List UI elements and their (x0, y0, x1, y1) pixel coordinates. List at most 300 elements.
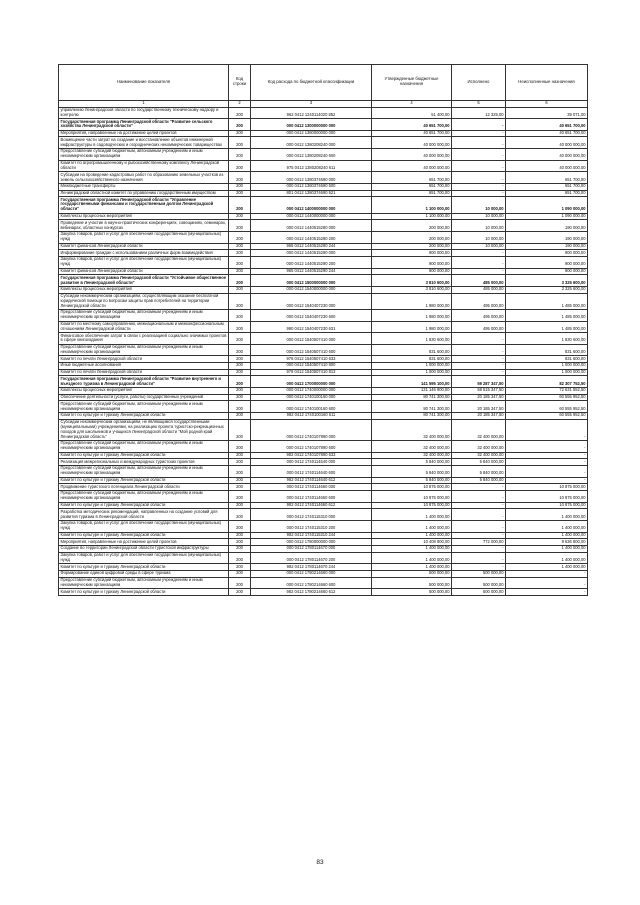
cell-approved: 32 400 000,00 (372, 441, 452, 453)
cell-unexecuted: 9 636 800,00 (506, 539, 588, 546)
cell-approved: 3 810 600,00 (372, 286, 452, 293)
cell-executed: 59 287 347,50 (452, 376, 506, 388)
cell-classification-code: 000 0412 1780000000 000 (251, 539, 372, 546)
cell-executed: - (452, 190, 506, 197)
cell-classification-code: 000 0412 1740100160 600 (251, 401, 372, 413)
cell-executed: - (452, 130, 506, 137)
cell-unexecuted: - (506, 419, 588, 440)
cell-classification-code: 000 0412 1780114670 000 (251, 545, 372, 552)
cell-approved: 40 000 000,00 (372, 160, 452, 172)
cell-line-code: 200 (229, 107, 251, 119)
cell-classification-code: 000 0412 1440515290 000 (251, 250, 372, 257)
cell-name: Предоставление субсидий бюджетным, автономным учреждениям и иным некоммерческим организациям (59, 466, 229, 478)
cell-name: управлению Ленинградской области по государственному техническому надзору и контролю (59, 107, 229, 119)
cell-executed: 10 000,00 (452, 243, 506, 250)
cell-name: Финансовое обеспечение затрат в связи с реализацией социально значимых проектов в сфере книгоиздания (59, 333, 229, 345)
cell-classification-code: 000 0412 1440515280 000 (251, 220, 372, 232)
budget-table (58, 64, 588, 596)
cell-classification-code: 000 0412 1380208240 600 (251, 149, 372, 161)
cell-classification-code: 000 0412 1740115310 200 (251, 520, 372, 532)
table-row (59, 388, 588, 395)
cell-executed: 32 400 000,00 (452, 452, 506, 459)
cell-name: Возмещение части затрат на создание и восстановление объектов инженерной инфраструктуры в садоводческих и огороднических некоммерческих товариществах (59, 137, 229, 149)
column-number-row (59, 100, 588, 107)
cell-executed: 32 400 000,00 (452, 419, 506, 440)
cell-name: Ленинградский областной комитет по управлению государственным имуществом (59, 190, 229, 197)
cell-unexecuted: 1 000 000,00 (506, 363, 588, 370)
cell-executed: - (452, 532, 506, 539)
table-row (59, 589, 588, 596)
cell-name: Обеспечение деятельности (услуги, работы) государственных учреждений (59, 394, 229, 401)
cell-classification-code: 982 0412 1740114640 612 (251, 477, 372, 484)
table-row (59, 268, 588, 275)
cell-approved: 3 810 600,00 (372, 275, 452, 287)
cell-line-code: 200 (229, 441, 251, 453)
cell-classification-code: 000 0412 1540507410 800 (251, 363, 372, 370)
cell-executed: 10 000,00 (452, 220, 506, 232)
cell-unexecuted: 1 000 000,00 (506, 369, 588, 376)
cell-line-code: 200 (229, 220, 251, 232)
cell-unexecuted: 10 875 000,00 (506, 484, 588, 491)
table-row (59, 441, 588, 453)
cell-line-code: 200 (229, 137, 251, 149)
cell-executed: - (452, 356, 506, 363)
cell-approved: 32 400 000,00 (372, 419, 452, 440)
cell-unexecuted: 1 400 000,00 (506, 552, 588, 564)
cell-executed: 12 329,00 (452, 107, 506, 119)
table-row (59, 401, 588, 413)
cell-name: Комитет по культуре и туризму Ленинградской области (59, 502, 229, 509)
column-number: 6 (506, 100, 588, 107)
cell-classification-code: 990 0412 1540407230 631 (251, 321, 372, 333)
cell-name: Государственная программа Ленинградской области "Развитие сельского хозяйства Ленинградской области" (59, 119, 229, 131)
cell-approved: 200 000,00 (372, 231, 452, 243)
cell-executed: 500 000,00 (452, 589, 506, 596)
table-row (59, 502, 588, 509)
cell-classification-code: 000 0412 1700000000 000 (251, 376, 372, 388)
cell-approved: 51 400,00 (372, 107, 452, 119)
table-row (59, 293, 588, 310)
cell-unexecuted: 10 875 000,00 (506, 491, 588, 503)
table-row (59, 333, 588, 345)
cell-executed: - (452, 369, 506, 376)
cell-executed: - (452, 119, 506, 131)
cell-name: Предоставление субсидий бюджетным, автономным учреждениям и иным некоммерческим организациям (59, 401, 229, 413)
cell-name: Комитет по культуре и туризму Ленинградской области (59, 589, 229, 596)
cell-approved: 1 000 000,00 (372, 369, 452, 376)
cell-classification-code: 978 0412 1540507410 813 (251, 369, 372, 376)
cell-approved: 80 741 300,00 (372, 413, 452, 420)
cell-line-code: 200 (229, 333, 251, 345)
cell-executed: - (452, 552, 506, 564)
cell-line-code: 200 (229, 459, 251, 466)
cell-unexecuted: - (506, 441, 588, 453)
cell-name: Межбюджетные трансферты (59, 183, 229, 190)
cell-approved: 5 840 000,00 (372, 466, 452, 478)
cell-classification-code: 000 0412 1740114660 600 (251, 491, 372, 503)
column-number: 5 (452, 100, 506, 107)
table-row (59, 197, 588, 214)
cell-name: Закупка товаров, работ и услуг для обеспечения государственных (муниципальных) нужд (59, 520, 229, 532)
cell-classification-code: 965 0412 1440515280 244 (251, 243, 372, 250)
table-row (59, 149, 588, 161)
cell-approved: 651 700,00 (372, 190, 452, 197)
cell-unexecuted: 40 000 000,00 (506, 137, 588, 149)
cell-unexecuted: - (506, 570, 588, 577)
cell-classification-code: 975 0412 1380208240 611 (251, 160, 372, 172)
cell-name: Разработка методических рекомендаций, направленных на создание условий для развития туризма в Ленинградской области (59, 509, 229, 521)
cell-line-code: 200 (229, 552, 251, 564)
table-row (59, 130, 588, 137)
cell-executed: - (452, 502, 506, 509)
cell-line-code: 200 (229, 502, 251, 509)
header-unexecuted: Неисполненные назначения (506, 65, 588, 101)
table-row (59, 107, 588, 119)
page-number: 83 (316, 859, 324, 866)
table-row (59, 321, 588, 333)
cell-name: Субсидии некоммерческим организациям, не являющимся государственными (муниципальными) учреждениями, на реализацию проекта туристско-рекреационных походов для школьников и учащихся Ленинградской области "Мой родной край Ленинградская область" (59, 419, 229, 440)
cell-executed: 5 840 000,00 (452, 466, 506, 478)
cell-name: Комитет по печати Ленинградской области (59, 369, 229, 376)
table-row (59, 231, 588, 243)
table-row (59, 564, 588, 571)
cell-name: Предоставление субсидий бюджетным, автономным учреждениям и иным некоммерческим организациям (59, 441, 229, 453)
table-row (59, 419, 588, 440)
cell-unexecuted: 3 325 600,00 (506, 275, 588, 287)
cell-line-code: 200 (229, 466, 251, 478)
table-body (59, 107, 588, 595)
cell-classification-code: 000 0412 1780114670 200 (251, 552, 372, 564)
cell-approved: 1 400 000,00 (372, 545, 452, 552)
cell-line-code: 200 (229, 293, 251, 310)
header-executed: Исполнено (452, 65, 506, 101)
cell-name: Мероприятия, направленные на достижение целей проектов (59, 539, 229, 546)
table-row (59, 356, 588, 363)
cell-approved: 40 651 700,00 (372, 119, 452, 131)
table-row (59, 183, 588, 190)
cell-unexecuted: 40 651 700,00 (506, 130, 588, 137)
cell-line-code: 200 (229, 539, 251, 546)
table-row (59, 243, 588, 250)
cell-approved: 80 741 300,00 (372, 394, 452, 401)
cell-unexecuted: 1 400 000,00 (506, 532, 588, 539)
cell-approved: 500 000,00 (372, 577, 452, 589)
cell-classification-code: 000 0412 1380374690 000 (251, 172, 372, 184)
cell-classification-code: 000 0412 1740114660 000 (251, 484, 372, 491)
cell-executed: 495 000,00 (452, 293, 506, 310)
cell-unexecuted: - (506, 459, 588, 466)
cell-line-code: 200 (229, 250, 251, 257)
table-row (59, 137, 588, 149)
cell-executed: 500 000,00 (452, 570, 506, 577)
cell-classification-code: 000 0412 1400000000 000 (251, 197, 372, 214)
table-row (59, 119, 588, 131)
cell-line-code: 200 (229, 356, 251, 363)
cell-executed: 5 840 000,00 (452, 459, 506, 466)
cell-classification-code: 000 0412 1500000000 000 (251, 275, 372, 287)
table-row (59, 256, 588, 268)
budget-table-container (58, 64, 587, 596)
cell-line-code: 200 (229, 256, 251, 268)
cell-name: Предоставление субсидий бюджетным, автономным учреждениям и иным некоммерческим организациям (59, 577, 229, 589)
cell-name: Продвижение туристского потенциала Ленинградской области (59, 484, 229, 491)
cell-name: Государственная программа Ленинградской области "Развитие внутреннего и въездного туризма в Ленинградской области" (59, 376, 229, 388)
cell-approved: 1 830 600,00 (372, 333, 452, 345)
cell-approved: 141 595 100,00 (372, 376, 452, 388)
cell-name: Комитет по печати Ленинградской области (59, 356, 229, 363)
cell-name: Комитет финансов Ленинградской области (59, 243, 229, 250)
cell-unexecuted: 1 400 000,00 (506, 509, 588, 521)
cell-classification-code: 000 0412 1740000000 000 (251, 388, 372, 395)
cell-name: Субсидии некоммерческим организациям, осуществляющим оказание бесплатной юридической помощи по вопросам защиты прав потребителей на территории Ленинградской области (59, 293, 229, 310)
cell-classification-code: 000 0412 1780214660 000 (251, 570, 372, 577)
cell-unexecuted: - (506, 577, 588, 589)
cell-executed: - (452, 484, 506, 491)
cell-executed: 32 400 000,00 (452, 441, 506, 453)
header-approved: Утвержденные бюджетные назначения (372, 65, 452, 101)
cell-name: Субсидии на проведение кадастровых работ по образованию земельных участков из земель сельскохозяйственного назначения (59, 172, 229, 184)
cell-unexecuted: 1 485 000,00 (506, 321, 588, 333)
table-row (59, 466, 588, 478)
cell-approved: 900 000,00 (372, 256, 452, 268)
cell-approved: 131 146 900,00 (372, 388, 452, 395)
cell-line-code: 200 (229, 413, 251, 420)
cell-executed: - (452, 333, 506, 345)
cell-classification-code: 000 0412 1540507410 000 (251, 333, 372, 345)
cell-name: Комитет финансов Ленинградской области (59, 268, 229, 275)
cell-classification-code: 000 0412 1740115310 000 (251, 509, 372, 521)
cell-approved: 40 651 700,00 (372, 130, 452, 137)
cell-name: Комплексы процессных мероприятий (59, 286, 229, 293)
cell-line-code: 200 (229, 160, 251, 172)
table-row (59, 532, 588, 539)
cell-unexecuted: - (506, 452, 588, 459)
cell-line-code: 200 (229, 589, 251, 596)
cell-approved: 5 840 000,00 (372, 459, 452, 466)
header-classification-code: Код расхода по бюджетной классификации (251, 65, 372, 101)
cell-unexecuted: 190 000,00 (506, 243, 588, 250)
cell-name: Комитет по культуре и туризму Ленинградской области (59, 477, 229, 484)
header-line-code: Код строки (229, 65, 251, 101)
cell-name: Закупка товаров, работ и услуг для обеспечения государственных (муниципальных) нужд (59, 231, 229, 243)
cell-approved: 651 700,00 (372, 183, 452, 190)
cell-classification-code: 000 0412 1740114640 000 (251, 459, 372, 466)
cell-executed: 485 000,00 (452, 286, 506, 293)
cell-classification-code: 000 0412 1540507410 600 (251, 344, 372, 356)
cell-line-code: 200 (229, 275, 251, 287)
cell-approved: 1 100 000,00 (372, 197, 452, 214)
table-row (59, 545, 588, 552)
cell-line-code: 200 (229, 564, 251, 571)
table-row (59, 552, 588, 564)
cell-approved: 1 400 000,00 (372, 520, 452, 532)
cell-approved: 1 980 000,00 (372, 321, 452, 333)
cell-name: Государственная программа Ленинградской области "Управление государственными финансами и государственным долгом Ленинградской области" (59, 197, 229, 214)
cell-unexecuted: - (506, 589, 588, 596)
cell-line-code: 200 (229, 310, 251, 322)
table-row (59, 520, 588, 532)
cell-unexecuted: 1 090 000,00 (506, 197, 588, 214)
cell-name: Государственная программа Ленинградской области "Устойчивое общественное развитие в Ленинградской области" (59, 275, 229, 287)
cell-name: Реализация межрегиональных и международных туристских проектов (59, 459, 229, 466)
cell-classification-code: 000 0412 1300000000 000 (251, 119, 372, 131)
cell-executed: 10 000,00 (452, 197, 506, 214)
cell-classification-code: 962 0412 1240114020 852 (251, 107, 372, 119)
cell-line-code: 200 (229, 286, 251, 293)
cell-name: Предоставление субсидий бюджетным, автономным учреждениям и иным некоммерческим организациям (59, 310, 229, 322)
cell-line-code: 200 (229, 388, 251, 395)
cell-line-code: 200 (229, 130, 251, 137)
cell-line-code: 200 (229, 570, 251, 577)
cell-classification-code: 000 0412 1380374690 500 (251, 183, 372, 190)
cell-line-code: 200 (229, 532, 251, 539)
cell-approved: 1 400 000,00 (372, 509, 452, 521)
table-row (59, 459, 588, 466)
cell-unexecuted: 1 485 000,00 (506, 293, 588, 310)
cell-line-code: 200 (229, 401, 251, 413)
table-row (59, 413, 588, 420)
cell-approved: 500 000,00 (372, 570, 452, 577)
cell-line-code: 200 (229, 419, 251, 440)
cell-line-code: 200 (229, 183, 251, 190)
cell-classification-code: 982 0412 1780114670 244 (251, 564, 372, 571)
cell-executed: - (452, 137, 506, 149)
cell-unexecuted: 900 000,00 (506, 256, 588, 268)
cell-approved: 32 400 000,00 (372, 452, 452, 459)
cell-name: Формирование единой цифровой среды в сфере туризма (59, 570, 229, 577)
cell-executed: - (452, 545, 506, 552)
cell-unexecuted: 831 600,00 (506, 344, 588, 356)
table-row (59, 570, 588, 577)
cell-classification-code: 000 0412 1380208240 000 (251, 137, 372, 149)
cell-line-code: 200 (229, 509, 251, 521)
cell-classification-code: 965 0412 1440515290 244 (251, 268, 372, 275)
table-row (59, 275, 588, 287)
cell-executed: 495 000,00 (452, 310, 506, 322)
cell-approved: 200 000,00 (372, 243, 452, 250)
cell-unexecuted: 60 555 952,50 (506, 413, 588, 420)
table-row (59, 213, 588, 220)
cell-unexecuted: 651 700,00 (506, 172, 588, 184)
cell-line-code: 200 (229, 369, 251, 376)
cell-name: Проведение и участие в научно-практических конференциях, совещаниях, семинарах, вебинарах, областных конкурсах (59, 220, 229, 232)
column-number: 3 (251, 100, 372, 107)
cell-approved: 40 000 000,00 (372, 137, 452, 149)
cell-line-code: 200 (229, 577, 251, 589)
table-row (59, 394, 588, 401)
cell-name: Мероприятия, направленные на достижение целей проектов (59, 130, 229, 137)
cell-executed: 5 840 000,00 (452, 477, 506, 484)
cell-unexecuted: 1 485 000,00 (506, 310, 588, 322)
cell-name: Создание во территории Ленинградской области туристской инфраструктуры (59, 545, 229, 552)
cell-approved: 831 600,00 (372, 344, 452, 356)
cell-line-code: 200 (229, 149, 251, 161)
cell-unexecuted: 72 631 552,50 (506, 388, 588, 395)
cell-classification-code: 982 0412 1740107890 633 (251, 452, 372, 459)
table-row (59, 477, 588, 484)
table-row (59, 286, 588, 293)
cell-executed: - (452, 509, 506, 521)
table-row (59, 577, 588, 589)
cell-classification-code: 982 0412 1740114660 612 (251, 502, 372, 509)
cell-classification-code: 000 0412 1780214660 600 (251, 577, 372, 589)
cell-name: Комитет по культуре и туризму Ленинградской области (59, 532, 229, 539)
cell-name: Предоставление субсидий бюджетным, автономным учреждениям и иным некоммерческим организациям (59, 491, 229, 503)
cell-line-code: 200 (229, 452, 251, 459)
cell-name: Предоставление субсидий бюджетным, автономным учреждениям и иным некоммерческим организациям (59, 344, 229, 356)
cell-approved: 10 875 000,00 (372, 502, 452, 509)
table-row (59, 220, 588, 232)
column-number: 4 (372, 100, 452, 107)
cell-classification-code: 000 0412 1540407230 600 (251, 310, 372, 322)
cell-approved: 5 840 000,00 (372, 477, 452, 484)
cell-name: Информирование граждан с использованием различных форм взаимодействия (59, 250, 229, 257)
cell-unexecuted: 900 000,00 (506, 250, 588, 257)
cell-executed: 495 000,00 (452, 321, 506, 333)
cell-line-code: 200 (229, 119, 251, 131)
cell-name: Комитет по культуре и туризму Ленинградской области (59, 452, 229, 459)
cell-line-code: 200 (229, 268, 251, 275)
cell-approved: 10 408 800,00 (372, 539, 452, 546)
cell-line-code: 200 (229, 394, 251, 401)
cell-classification-code: 982 0412 1780214660 612 (251, 589, 372, 596)
table-row (59, 491, 588, 503)
cell-unexecuted: 1 400 000,00 (506, 545, 588, 552)
cell-name: Комплексы процессных мероприятий (59, 388, 229, 395)
cell-executed: 20 185 347,50 (452, 401, 506, 413)
cell-approved: 1 400 000,00 (372, 532, 452, 539)
cell-line-code: 200 (229, 213, 251, 220)
cell-unexecuted: 1 090 000,00 (506, 213, 588, 220)
table-row (59, 160, 588, 172)
cell-executed: - (452, 491, 506, 503)
cell-approved: 1 980 000,00 (372, 310, 452, 322)
cell-approved: 651 700,00 (372, 172, 452, 184)
cell-name: Иные бюджетные ассигнования (59, 363, 229, 370)
cell-classification-code: 982 0412 1740100160 611 (251, 413, 372, 420)
table-row (59, 363, 588, 370)
cell-classification-code: 000 0412 1540000000 000 (251, 286, 372, 293)
cell-name: Комитет по культуре и туризму Ленинградской области (59, 413, 229, 420)
cell-line-code: 200 (229, 477, 251, 484)
cell-name: Комитет по агропромышленному и рыбохозяйственному комплексу Ленинградской области (59, 160, 229, 172)
cell-name: Комитет по культуре и туризму Ленинградской области (59, 564, 229, 571)
cell-unexecuted: - (506, 477, 588, 484)
cell-unexecuted: 60 555 952,50 (506, 394, 588, 401)
cell-approved: 200 000,00 (372, 220, 452, 232)
cell-classification-code: 982 0412 1740115310 244 (251, 532, 372, 539)
cell-executed: - (452, 183, 506, 190)
cell-classification-code: 000 0412 1540407230 000 (251, 293, 372, 310)
cell-approved: 80 741 300,00 (372, 401, 452, 413)
column-number: 1 (59, 100, 229, 107)
cell-classification-code: 000 0412 1740100160 000 (251, 394, 372, 401)
cell-approved: 500 000,00 (372, 589, 452, 596)
cell-approved: 1 000 000,00 (372, 363, 452, 370)
cell-name: Закупка товаров, работ и услуг для обеспечения государственных (муниципальных) нужд (59, 256, 229, 268)
cell-executed: 500 000,00 (452, 577, 506, 589)
cell-approved: 1 100 000,00 (372, 213, 452, 220)
cell-name: Комплексы процессных мероприятий (59, 213, 229, 220)
cell-approved: 40 000 000,00 (372, 149, 452, 161)
table-row (59, 344, 588, 356)
cell-line-code: 200 (229, 344, 251, 356)
cell-unexecuted: 190 000,00 (506, 220, 588, 232)
table-row (59, 509, 588, 521)
cell-approved: 10 875 000,00 (372, 491, 452, 503)
cell-name: Комитет по местному самоуправлению, межнациональным и межконфессиональным отношениям Ленинградской области (59, 321, 229, 333)
cell-unexecuted: - (506, 466, 588, 478)
